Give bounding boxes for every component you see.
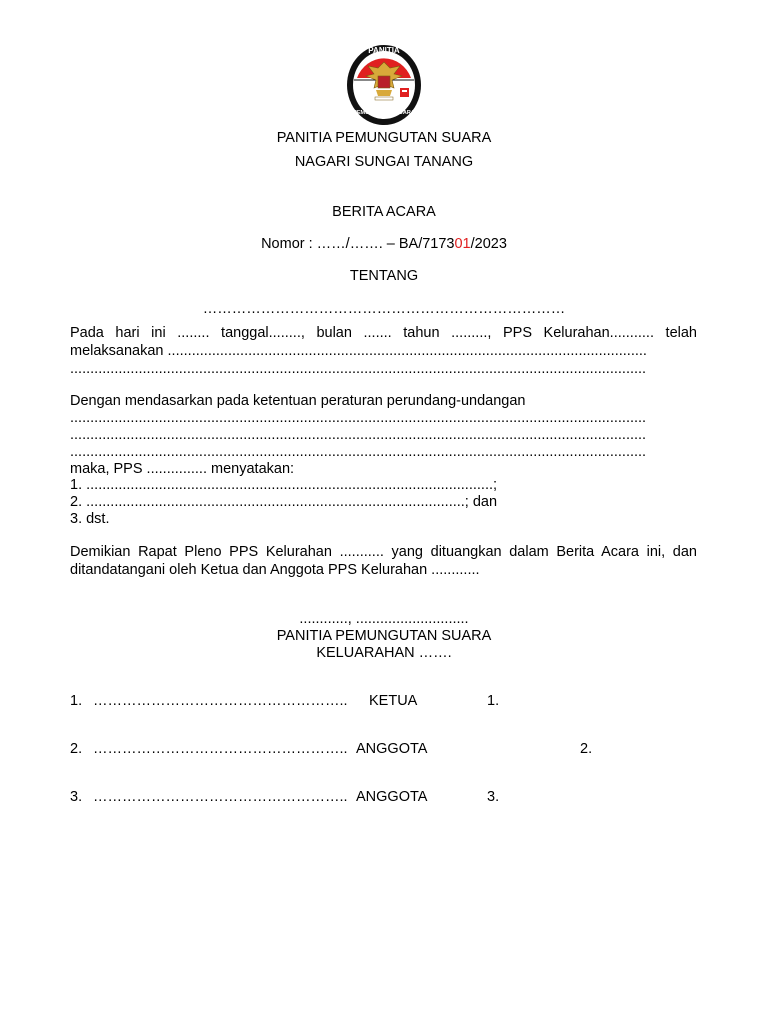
paragraph-1-line-2: melaksanakan .......................................................................................................................	[70, 343, 647, 359]
signature-2-sign: 2.	[580, 741, 593, 757]
paragraph-2-line-2: ...............................................................................................................................................	[70, 410, 647, 426]
closing-org-line-2: KELUARAHAN …….	[316, 645, 452, 661]
closing-org-line-1: PANITIA PEMUNGUTAN SUARA	[276, 628, 492, 644]
signature-2-number: 2.	[70, 741, 83, 757]
signature-3-number: 3.	[70, 789, 83, 805]
header-line-1: PANITIA PEMUNGUTAN SUARA	[276, 130, 492, 146]
paragraph-1-line-1: Pada hari ini ........ tanggal........, bulan ....... tahun ........., PPS Kelurahan........... telah	[70, 325, 697, 341]
paragraph-2-line-5: maka, PPS ............... menyatakan:	[70, 461, 295, 477]
paragraph-2-line-3: ...............................................................................................................................................	[70, 427, 647, 443]
signature-3-sign: 3.	[487, 789, 500, 805]
logo-top-text: PANITIA	[368, 46, 400, 55]
signature-1-number: 1.	[70, 693, 83, 709]
paragraph-2-line-4: ...............................................................................................................................................	[70, 444, 647, 460]
signature-1-sign: 1.	[487, 693, 500, 709]
title-tentang: TENTANG	[349, 268, 419, 284]
logo-bottom-text: PEMU NGUTAN SUARA	[353, 110, 415, 116]
title-berita-acara: BERITA ACARA	[332, 204, 436, 220]
closing-place-date: ............, ............................	[299, 611, 469, 627]
title-subject-dots: …………………………………………………………………	[202, 301, 566, 317]
signature-3-dots: ……………………………………………..	[93, 789, 348, 805]
signature-2-dots: ……………………………………………..	[93, 741, 348, 757]
signature-2-role: ANGGOTA	[356, 741, 428, 757]
paragraph-3-line-2: ditandatangani oleh Ketua dan Anggota PPS Kelurahan ............	[70, 562, 480, 578]
signature-3-role: ANGGOTA	[356, 789, 428, 805]
nomor-red-number: 01	[454, 236, 471, 252]
signature-1-role: KETUA	[369, 693, 418, 709]
list-item-1: 1. .....................................................................................................;	[70, 477, 498, 493]
header-line-2: NAGARI SUNGAI TANANG	[294, 154, 474, 170]
paragraph-3-line-1: Demikian Rapat Pleno PPS Kelurahan ........... yang dituangkan dalam Berita Acara ini, dan	[70, 544, 697, 560]
nomor-prefix: Nomor : ……/……. – BA/7173	[261, 236, 455, 252]
title-nomor	[0, 236, 768, 252]
nomor-suffix: /2023	[470, 236, 507, 252]
list-item-3: 3. dst.	[70, 511, 110, 527]
signature-1-dots: ……………………………………………..	[93, 693, 348, 709]
paragraph-1-line-3: ...............................................................................................................................................	[70, 361, 647, 377]
paragraph-2-line-1: Dengan mendasarkan pada ketentuan peraturan perundang-undangan	[70, 393, 526, 409]
list-item-2: 2. ..............................................................................................; dan	[70, 494, 498, 510]
